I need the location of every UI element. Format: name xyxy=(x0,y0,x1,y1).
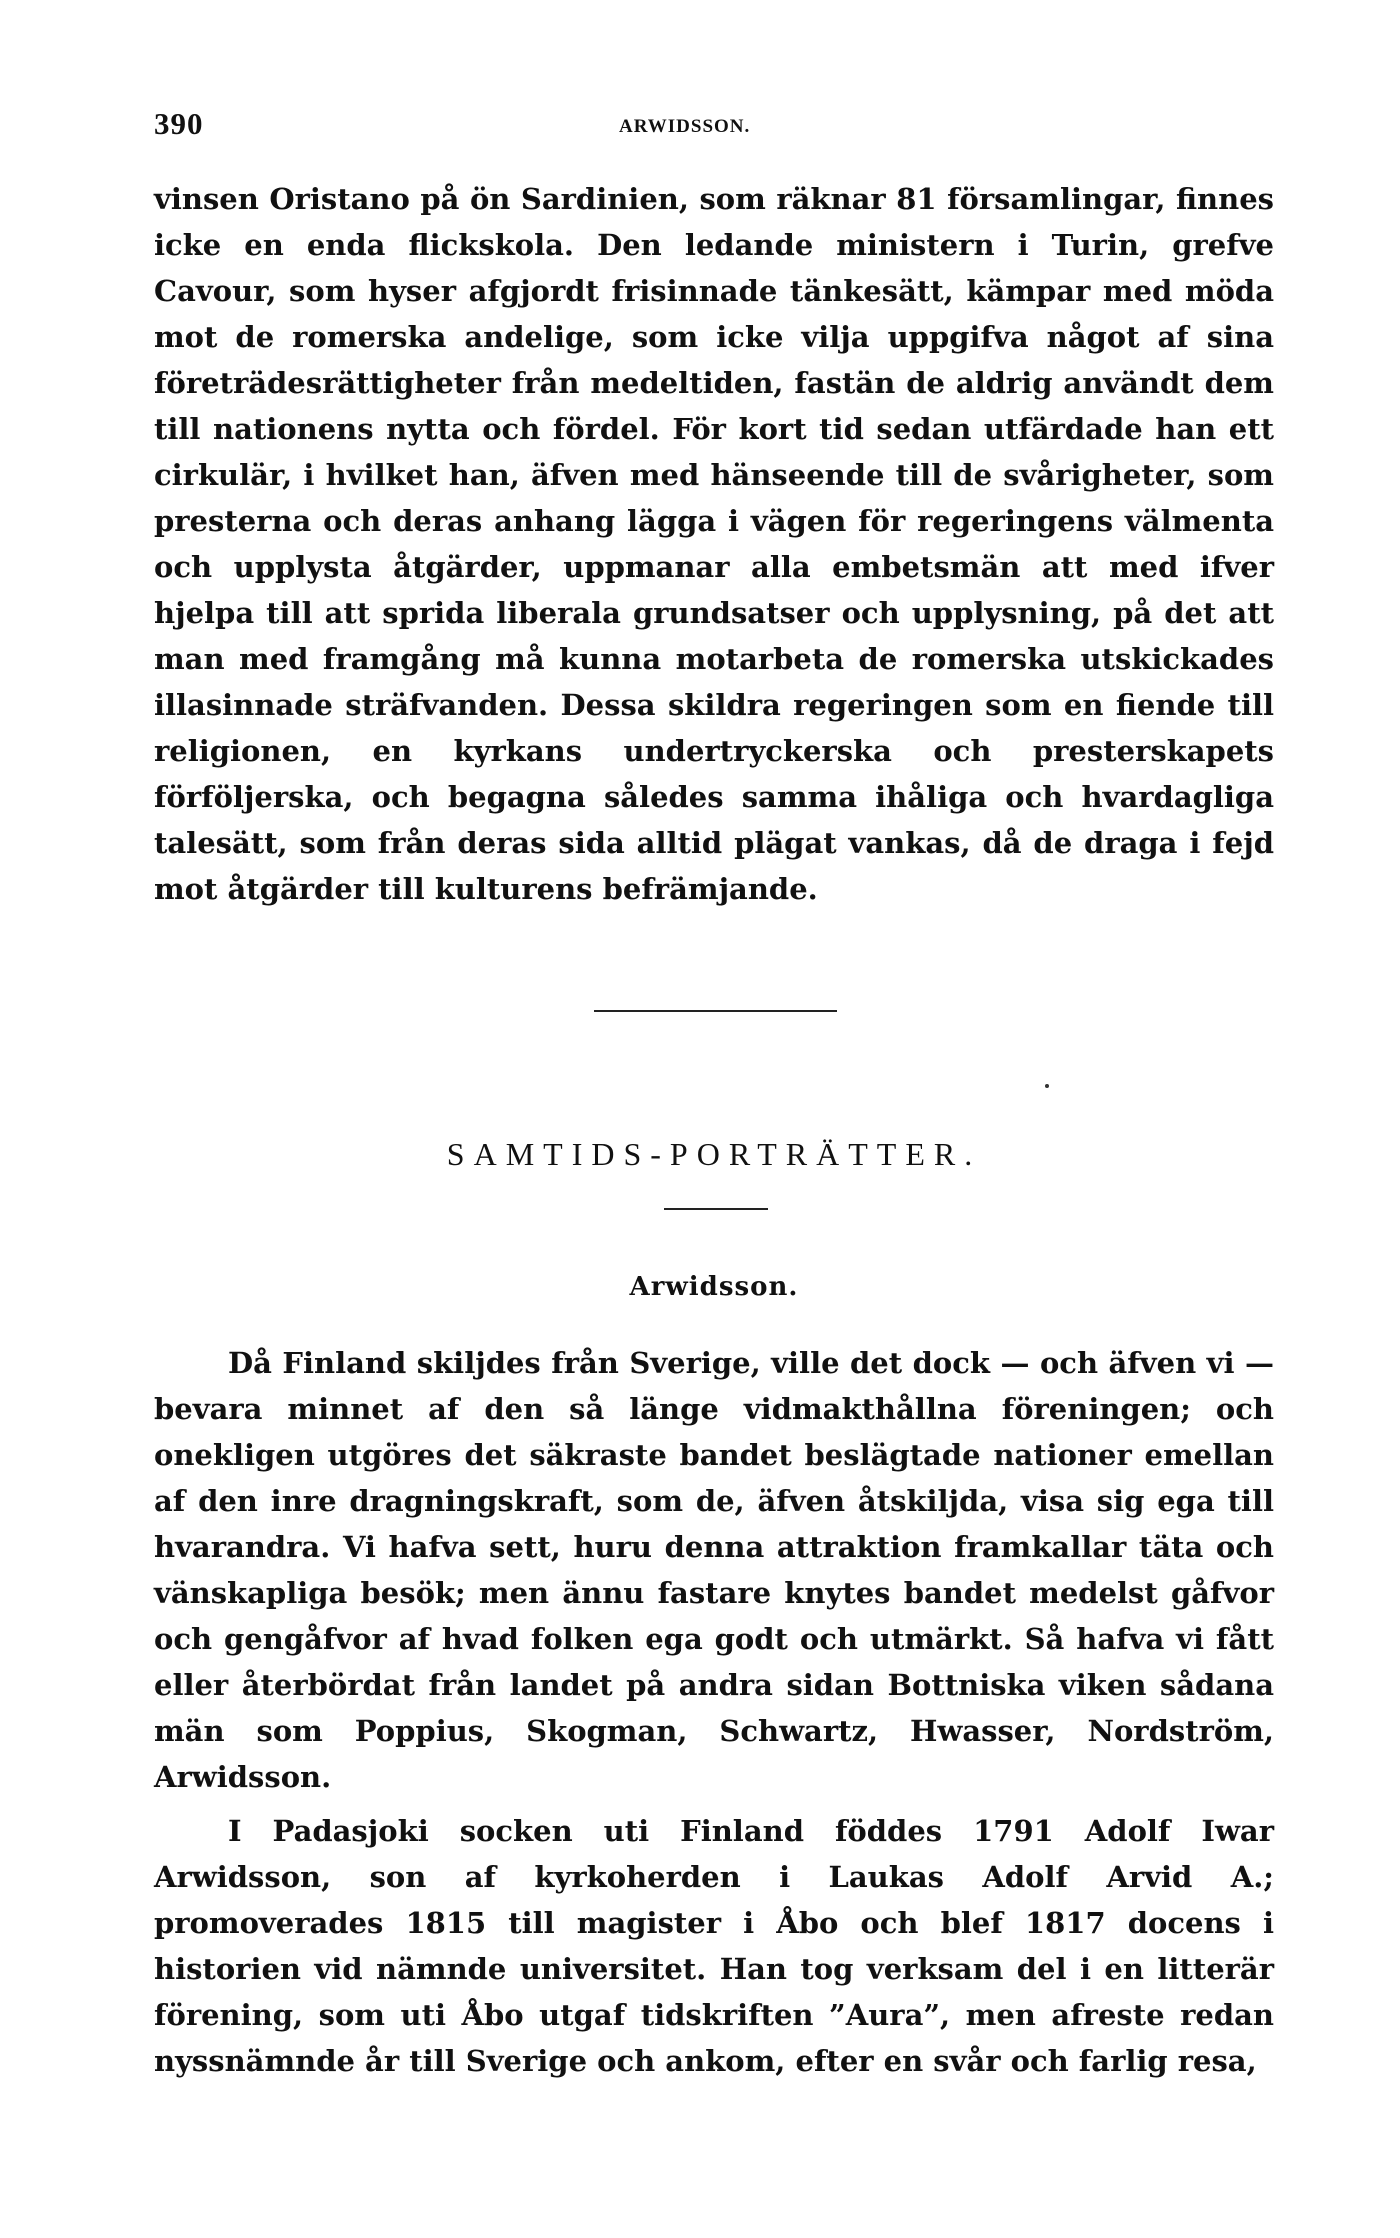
article-title: Arwidsson. xyxy=(629,1272,799,1302)
print-speck xyxy=(1045,1084,1049,1088)
paragraph-biography: I Padasjoki socken uti Finland föddes 1791 Adolf Iwar Arwidsson, son af kyrkoherden i Laukas Adolf Arvid A.; promoverades 1815 till magister i Åbo och blef 1817 docens i historien vid nämnde universitet. Han tog verksam del i en litterär förening, som uti Åbo utgaf tidskriften ”Aura”, men afreste redan nyssnämnde år till Sverige och ankom, efter en svår och farlig resa, xyxy=(154,1814,1274,2078)
title-divider-rule xyxy=(664,1208,768,1210)
section-title: SAMTIDS-PORTRÄTTER. xyxy=(446,1136,982,1172)
page-number: 390 xyxy=(154,106,204,141)
section-divider-rule xyxy=(594,1010,837,1012)
running-title: ARWIDSSON. xyxy=(619,116,751,137)
paragraph-continued: vinsen Oristano på ön Sardinien, som räknar 81 församlingar, finnes icke en enda flickskola. Den ledande ministern i Turin, grefve Cavour, som hyser afgjordt frisinnade tänkesätt, kämpar med möda mot de romerska andelige, som icke vilja uppgifva något af sina företrädesrättigheter från medeltiden, fastän de aldrig användt dem till nationens nytta och fördel. För kort tid sedan utfärdade han ett cirkulär, i hvilket han, äfven med hänseende till de svårigheter, som presterna och deras anhang lägga i vägen för regeringens välmenta och upplysta åtgärder, uppmanar alla embetsmän att med ifver hjelpa till att sprida liberala grundsatser och upplysning, på det att man med framgång må kunna motarbeta de romerska utskickades illasinnade sträfvanden. Dessa skildra regeringen som en fiende till religionen, en kyrkans undertryckerska och presterskapets förföljerska, och begagna således samma ihåliga och hvardagliga talesätt, som från deras sida alltid plägat vankas, då de draga i fejd mot åtgärder till kulturens befrämjande. xyxy=(154,182,1274,906)
running-head xyxy=(154,106,1274,146)
paragraph-intro: Då Finland skiljdes från Sverige, ville det dock — och äfven vi — bevara minnet af den så länge vidmakthållna föreningen; och onekligen utgöres det säkraste bandet beslägtade nationer emellan af den inre dragningskraft, som de, äfven åtskiljda, visa sig ega till hvarandra. Vi hafva sett, huru denna attraktion framkallar täta och vänskapliga besök; men ännu fastare knytes bandet medelst gåfvor och gengåfvor af hvad folken ega godt och utmärkt. Så hafva vi fått eller återbördat från landet på andra sidan Bottniska viken sådana män som Poppius, Skogman, Schwartz, Hwasser, Nordström, Arwidsson. xyxy=(154,1346,1274,1794)
